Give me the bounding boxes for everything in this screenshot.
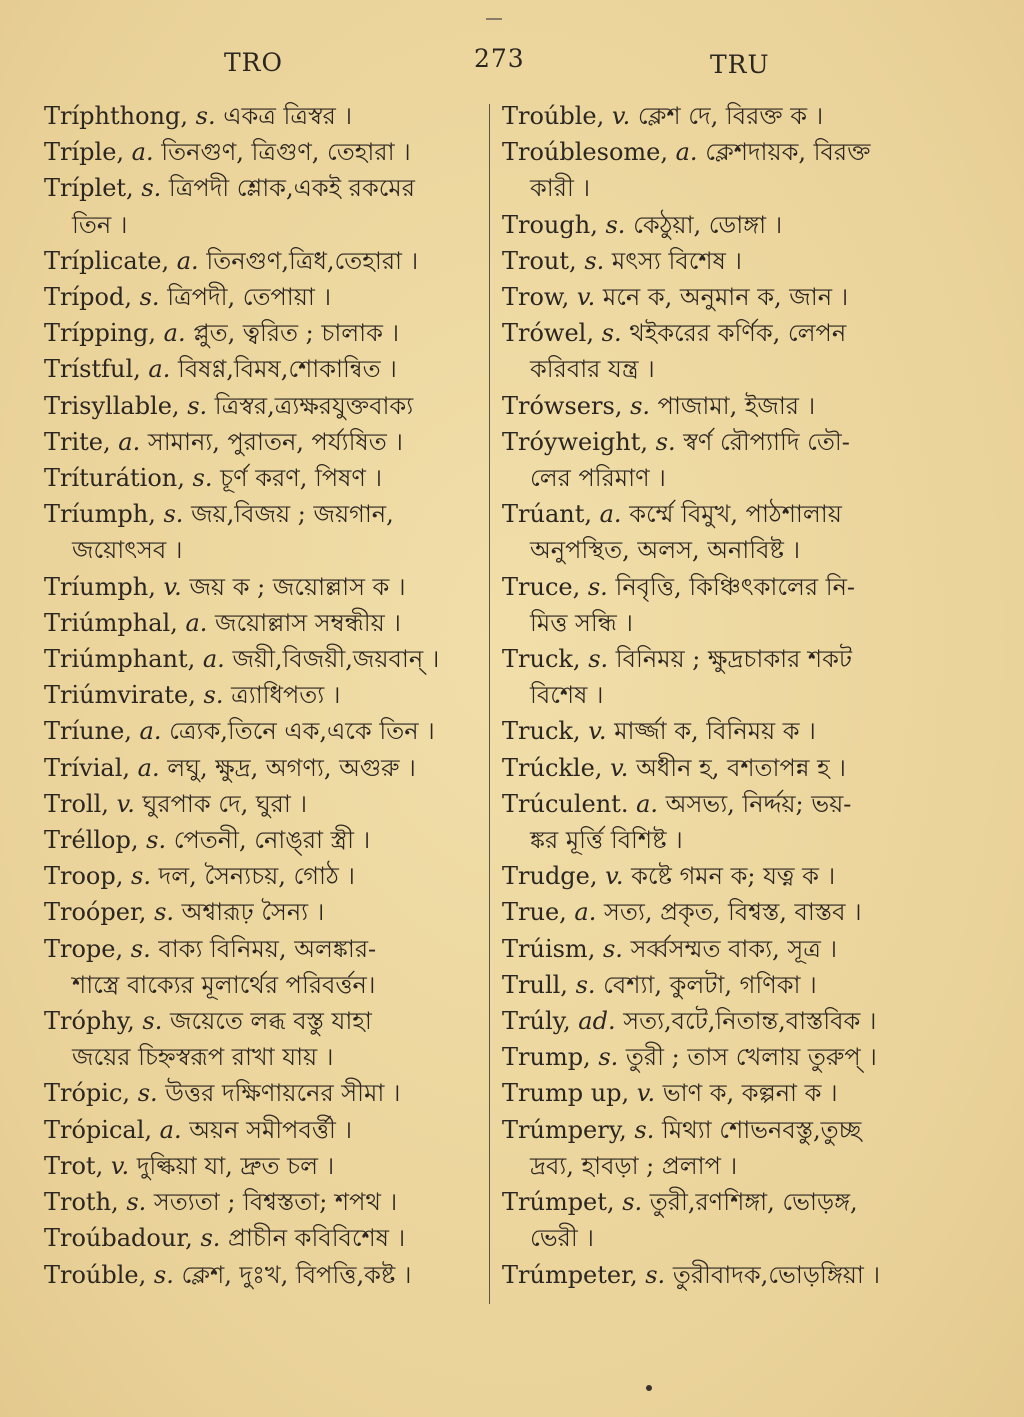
definition: সত্য,বটে,নিতান্ত,বাস্তবিক । [623, 1007, 877, 1036]
headword: Trówel, [502, 319, 594, 348]
definition: বেশ্যা, কুলটা, গণিকা । [603, 970, 817, 999]
dictionary-entry [502, 388, 972, 424]
dictionary-entry [502, 98, 972, 134]
part-of-speech: a. [148, 355, 171, 384]
headword: Troúble, [44, 1260, 147, 1289]
part-of-speech: s. [163, 500, 184, 529]
definition-continuation: ঙ্কর মূর্ত্তি বিশিষ্ট । [530, 826, 683, 855]
definition: ত্রিপদী শ্লোক,একই রকমের [168, 174, 415, 203]
definition: অধীন হ, বশতাপন্ন হ । [636, 753, 846, 782]
dictionary-entry [44, 1184, 480, 1220]
definition: একত্র ত্রিস্বর । [223, 102, 353, 130]
part-of-speech: a. [636, 789, 659, 818]
definition: ত্রিপদী, তেপায়া । [167, 283, 332, 312]
dictionary-entry [44, 279, 480, 315]
definition: ত্র্যাধিপত্য । [231, 681, 341, 710]
dictionary-entry [44, 1148, 480, 1184]
dictionary-entry [44, 388, 480, 424]
headword: Trúmpery, [502, 1115, 627, 1144]
dictionary-entry [44, 641, 480, 677]
definition: তিনগুণ,ত্রিধ,তেহারা । [206, 246, 419, 275]
column-divider [489, 104, 490, 1304]
definition: সত্যতা ; বিশ্বস্ততা; শপথ । [153, 1188, 398, 1217]
dictionary-entry [502, 931, 972, 967]
definition: উত্তর দক্ষিণায়নের সীমা । [165, 1079, 401, 1108]
definition: বিষণ্ণ,বিমষ,শোকান্বিত । [177, 355, 397, 384]
dictionary-entry [502, 1003, 972, 1039]
definition: তিনগুণ, ত্রিগুণ, তেহারা । [161, 138, 411, 167]
dictionary-entry [502, 1184, 972, 1220]
headword: Triúmphal, [44, 608, 178, 637]
definition-continuation: জয়োৎসব । [72, 536, 183, 565]
dictionary-entry [502, 496, 972, 532]
part-of-speech: v. [163, 572, 182, 601]
part-of-speech: s. [605, 210, 626, 239]
definition-continuation: কারী । [530, 174, 591, 203]
dictionary-entry [44, 1257, 480, 1293]
ink-speck [646, 1385, 652, 1391]
definition-continuation: শাস্ত্রে বাক্যের মূলার্থের পরিবর্ত্তন। [72, 970, 376, 999]
dictionary-entry [44, 1003, 480, 1039]
part-of-speech: s. [195, 102, 216, 130]
dictionary-entry [44, 134, 480, 170]
headword: Trump up, [502, 1079, 630, 1108]
headword: Tríune, [44, 717, 132, 746]
running-head-right: TRU [710, 50, 770, 79]
definition: নিবৃত্তি, কিঞ্চিৎকালের নি- [615, 572, 856, 601]
definition: অয়ন সমীপবর্ত্তী । [189, 1115, 353, 1144]
headword: Tróyweight, [502, 427, 649, 456]
part-of-speech: v. [116, 789, 135, 818]
definition-continuation: তিন । [72, 210, 128, 239]
part-of-speech: s. [200, 1224, 221, 1253]
headword: Tróphy, [44, 1007, 135, 1036]
definition: ত্র্যেক,তিনে এক,একে তিন । [169, 717, 435, 746]
dictionary-entry [502, 1075, 972, 1111]
definition: ভাণ ক, কল্পনা ক । [662, 1079, 838, 1108]
top-mark [486, 18, 502, 20]
dictionary-entry [44, 1075, 480, 1111]
dictionary-entry [502, 424, 972, 460]
part-of-speech: a. [118, 427, 141, 456]
part-of-speech: s. [602, 934, 623, 963]
part-of-speech: s. [131, 862, 151, 891]
dictionary-entry [502, 967, 972, 1003]
part-of-speech: s. [588, 645, 609, 674]
dictionary-entry [44, 424, 480, 460]
dictionary-entry [502, 569, 972, 605]
definition: মনে ক, অনুমান ক, জান । [602, 283, 849, 312]
headword: Trúism, [502, 934, 596, 963]
headword: Trúmpet, [502, 1188, 615, 1217]
definition: প্রাচীন কবিবিশেষ । [228, 1224, 406, 1253]
definition: ঘুরপাক দে, ঘুরা । [142, 789, 308, 818]
dictionary-entry [502, 750, 972, 786]
part-of-speech: v. [636, 1079, 656, 1108]
part-of-speech: s. [203, 681, 224, 710]
headword: Troll, [44, 789, 109, 818]
definition: ত্রিস্বর,ত্র্যক্ষরযুক্তবাক্য [214, 391, 414, 420]
dictionary-entry [502, 1112, 972, 1148]
definition: কেঠুয়া, ডোঙ্গা । [633, 210, 783, 239]
headword: Troth, [44, 1188, 119, 1217]
definition: ক্লেশ, দুঃখ, বিপত্তি,কষ্ট । [181, 1260, 412, 1289]
headword: Tríplet, [44, 174, 134, 203]
right-column [502, 98, 972, 1293]
definition: থইকরের কর্ণিক, লেপন [629, 319, 847, 348]
headword: Trúly, [502, 1007, 571, 1036]
headword: Trisyllable, [44, 391, 180, 420]
definition: বিনিময় ; ক্ষুদ্রচাকার শকট [615, 645, 852, 674]
dictionary-entry [44, 822, 480, 858]
dictionary-entry [44, 605, 480, 641]
definition: তুরীবাদক,ভোড়ঙ্গিয়া । [672, 1260, 881, 1289]
headword: Trópic, [44, 1079, 131, 1108]
definition: চূর্ণ করণ, পিষণ । [220, 464, 383, 493]
definition-continuation: অনুপস্থিত, অলস, অনাবিষ্ট । [530, 536, 801, 565]
dictionary-entry [44, 460, 480, 496]
headword: Trístful, [44, 355, 141, 384]
definition: স্বর্ণ রৌপ্যাদি তৌ- [683, 427, 850, 456]
definition: মিথ্যা শোভনবস্তু,তুচ্ছ [661, 1115, 862, 1144]
part-of-speech: s. [575, 970, 596, 999]
part-of-speech: s. [584, 246, 605, 275]
definition: অশ্বারূঢ় সৈন্য । [181, 898, 325, 927]
part-of-speech: a. [131, 138, 154, 167]
definition-continuation: লের পরিমাণ । [530, 464, 666, 493]
dictionary-entry [44, 351, 480, 387]
dictionary-entry [502, 1039, 972, 1075]
definition-continuation: ভেরী । [530, 1224, 594, 1253]
headword: Tríumph, [44, 500, 156, 529]
headword: Truck, [502, 717, 581, 746]
part-of-speech: s. [645, 1260, 666, 1289]
headword: Tríple, [44, 138, 125, 167]
definition: পাজামা, ইজার । [657, 391, 816, 420]
part-of-speech: a. [675, 138, 698, 167]
definition-continuation: জয়ের চিহ্নস্বরূপ রাখা যায় । [72, 1043, 334, 1072]
headword: Trull, [502, 970, 568, 999]
part-of-speech: a. [159, 1115, 182, 1144]
dictionary-entry [502, 713, 972, 749]
definition: বাক্য বিনিময়, অলঙ্কার- [158, 934, 377, 963]
part-of-speech: v. [588, 717, 607, 746]
headword: Trite, [44, 427, 111, 456]
headword: Trópical, [44, 1115, 153, 1144]
part-of-speech: a. [163, 319, 186, 348]
headword: Trump, [502, 1043, 591, 1072]
dictionary-entry [44, 569, 480, 605]
part-of-speech: a. [599, 500, 622, 529]
left-column [44, 98, 480, 1293]
part-of-speech: a. [202, 645, 225, 674]
headword: Trow, [502, 283, 570, 312]
definition: ক্লেশদায়ক, বিরক্ত [705, 138, 871, 167]
definition-continuation: দ্রব্য, হাবড়া ; প্রলাপ । [530, 1151, 738, 1180]
headword: Trudge, [502, 862, 598, 891]
headword: Tríphthong, [44, 102, 188, 130]
dictionary-entry [44, 170, 480, 206]
headword: Tréllop, [44, 826, 139, 855]
part-of-speech: a. [574, 898, 597, 927]
headword: Trope, [44, 934, 124, 963]
definition-continuation: মিত্ত সন্ধি । [530, 608, 633, 637]
headword: Trípod, [44, 283, 132, 312]
part-of-speech: s. [630, 391, 651, 420]
page-number: 273 [474, 44, 525, 73]
dictionary-entry [44, 1220, 480, 1256]
dictionary-entry [502, 641, 972, 677]
part-of-speech: s. [622, 1188, 643, 1217]
part-of-speech: v. [611, 102, 631, 130]
headword: Tríturátion, [44, 464, 185, 493]
definition: সর্ব্বসম্মত বাক্য, সূত্র । [630, 934, 838, 963]
dictionary-entry [502, 243, 972, 279]
part-of-speech: s. [634, 1115, 655, 1144]
part-of-speech: s. [601, 319, 622, 348]
part-of-speech: s. [598, 1043, 619, 1072]
part-of-speech: a. [137, 753, 160, 782]
part-of-speech: v. [110, 1151, 130, 1180]
definition: কষ্টে গমন ক; যত্ন ক । [631, 862, 836, 891]
part-of-speech: s. [187, 391, 208, 420]
dictionary-entry [44, 1112, 480, 1148]
definition: মার্জ্জা ক, বিনিময় ক । [614, 717, 816, 746]
headword: Trówsers, [502, 391, 623, 420]
dictionary-entry [502, 1257, 972, 1293]
headword: Trúmpeter, [502, 1260, 638, 1289]
headword: Troúbadour, [44, 1224, 193, 1253]
headword: Trúant, [502, 500, 592, 529]
dictionary-entry [44, 931, 480, 967]
headword: Triúmphant, [44, 645, 196, 674]
headword: Trot, [44, 1151, 104, 1180]
dictionary-entry [502, 134, 972, 170]
definition: দুল্কিয়া যা, দ্রুত চল । [136, 1151, 335, 1180]
headword: Trough, [502, 210, 598, 239]
part-of-speech: ad. [578, 1007, 616, 1036]
definition-continuation: করিবার যন্ত্র । [530, 355, 655, 384]
dictionary-entry [44, 98, 480, 134]
definition: দল, সৈন্যচয়, গোঠ । [158, 862, 356, 891]
dictionary-entry [44, 713, 480, 749]
dictionary-entry [44, 858, 480, 894]
headword: True, [502, 898, 567, 927]
headword: Troúble, [502, 102, 605, 130]
dictionary-entry [44, 894, 480, 930]
definition: প্লুত, ত্বরিত ; চালাক । [193, 319, 400, 348]
headword: Trúculent. [502, 789, 629, 818]
headword: Trout, [502, 246, 577, 275]
part-of-speech: s. [137, 1079, 158, 1108]
dictionary-entry [502, 207, 972, 243]
definition: জয়েতে লব্ধ বস্তু যাহা [169, 1007, 372, 1036]
dictionary-entry [44, 786, 480, 822]
headword: Truce, [502, 572, 581, 601]
definition: ক্লেশ দে, বিরক্ত ক । [637, 102, 824, 130]
part-of-speech: s. [141, 174, 162, 203]
dictionary-entry [44, 677, 480, 713]
headword: Troop, [44, 862, 124, 891]
dictionary-entry [502, 315, 972, 351]
dictionary-entry [44, 496, 480, 532]
part-of-speech: v. [610, 753, 629, 782]
part-of-speech: s. [126, 1188, 147, 1217]
headword: Troóper, [44, 898, 147, 927]
part-of-speech: a. [185, 608, 208, 637]
definition: মৎস্য বিশেষ । [611, 246, 743, 275]
part-of-speech: v. [576, 283, 596, 312]
running-head-left: TRO [224, 48, 283, 77]
definition: তুরী ; তাস খেলায় তুরুপ্ । [625, 1043, 877, 1072]
part-of-speech: s. [139, 283, 160, 312]
definition: জয়োল্লাস সম্বন্ধীয় । [215, 608, 401, 637]
definition-continuation: বিশেষ । [530, 681, 604, 710]
headword: Troúblesome, [502, 138, 668, 167]
headword: Trívial, [44, 753, 131, 782]
headword: Triúmvirate, [44, 681, 196, 710]
part-of-speech: s. [130, 934, 151, 963]
headword: Trípping, [44, 319, 157, 348]
part-of-speech: s. [142, 1007, 163, 1036]
definition: সামান্য, পুরাতন, পর্য্যষিত । [147, 427, 403, 456]
definition: সত্য, প্রকৃত, বিশ্বস্ত, বাস্তব । [604, 898, 862, 927]
part-of-speech: s. [153, 1260, 174, 1289]
definition: তুরী,রণশিঙ্গা, ভোড়ঙ্গ, [649, 1188, 858, 1217]
part-of-speech: s. [655, 427, 676, 456]
part-of-speech: a. [139, 717, 162, 746]
definition: জয় ক ; জয়োল্লাস ক । [189, 572, 406, 601]
dictionary-entry [502, 858, 972, 894]
dictionary-entry [44, 243, 480, 279]
definition: জয়ী,বিজয়ী,জয়বান্ । [232, 645, 440, 674]
definition: পেতনী, নোঙ্‌রা স্ত্রী । [173, 826, 371, 855]
headword: Tríumph, [44, 572, 156, 601]
headword: Truck, [502, 645, 581, 674]
dictionary-entry [502, 894, 972, 930]
part-of-speech: s. [154, 898, 175, 927]
definition: জয়,বিজয় ; জয়গান, [191, 500, 394, 529]
headword: Tríplicate, [44, 246, 170, 275]
definition: কর্ম্মে বিমুখ, পাঠশালায় [629, 500, 842, 529]
dictionary-entry [502, 279, 972, 315]
part-of-speech: s. [146, 826, 167, 855]
definition: লঘু, ক্ষুদ্র, অগণ্য, অগুরু । [167, 753, 416, 782]
definition: অসভ্য, নির্দ্দয়; ভয়- [665, 789, 852, 818]
part-of-speech: v. [605, 862, 624, 891]
part-of-speech: s. [587, 572, 608, 601]
headword: Trúckle, [502, 753, 603, 782]
dictionary-entry [44, 750, 480, 786]
part-of-speech: a. [176, 246, 199, 275]
part-of-speech: s. [192, 464, 213, 493]
dictionary-entry [502, 786, 972, 822]
dictionary-entry [44, 315, 480, 351]
